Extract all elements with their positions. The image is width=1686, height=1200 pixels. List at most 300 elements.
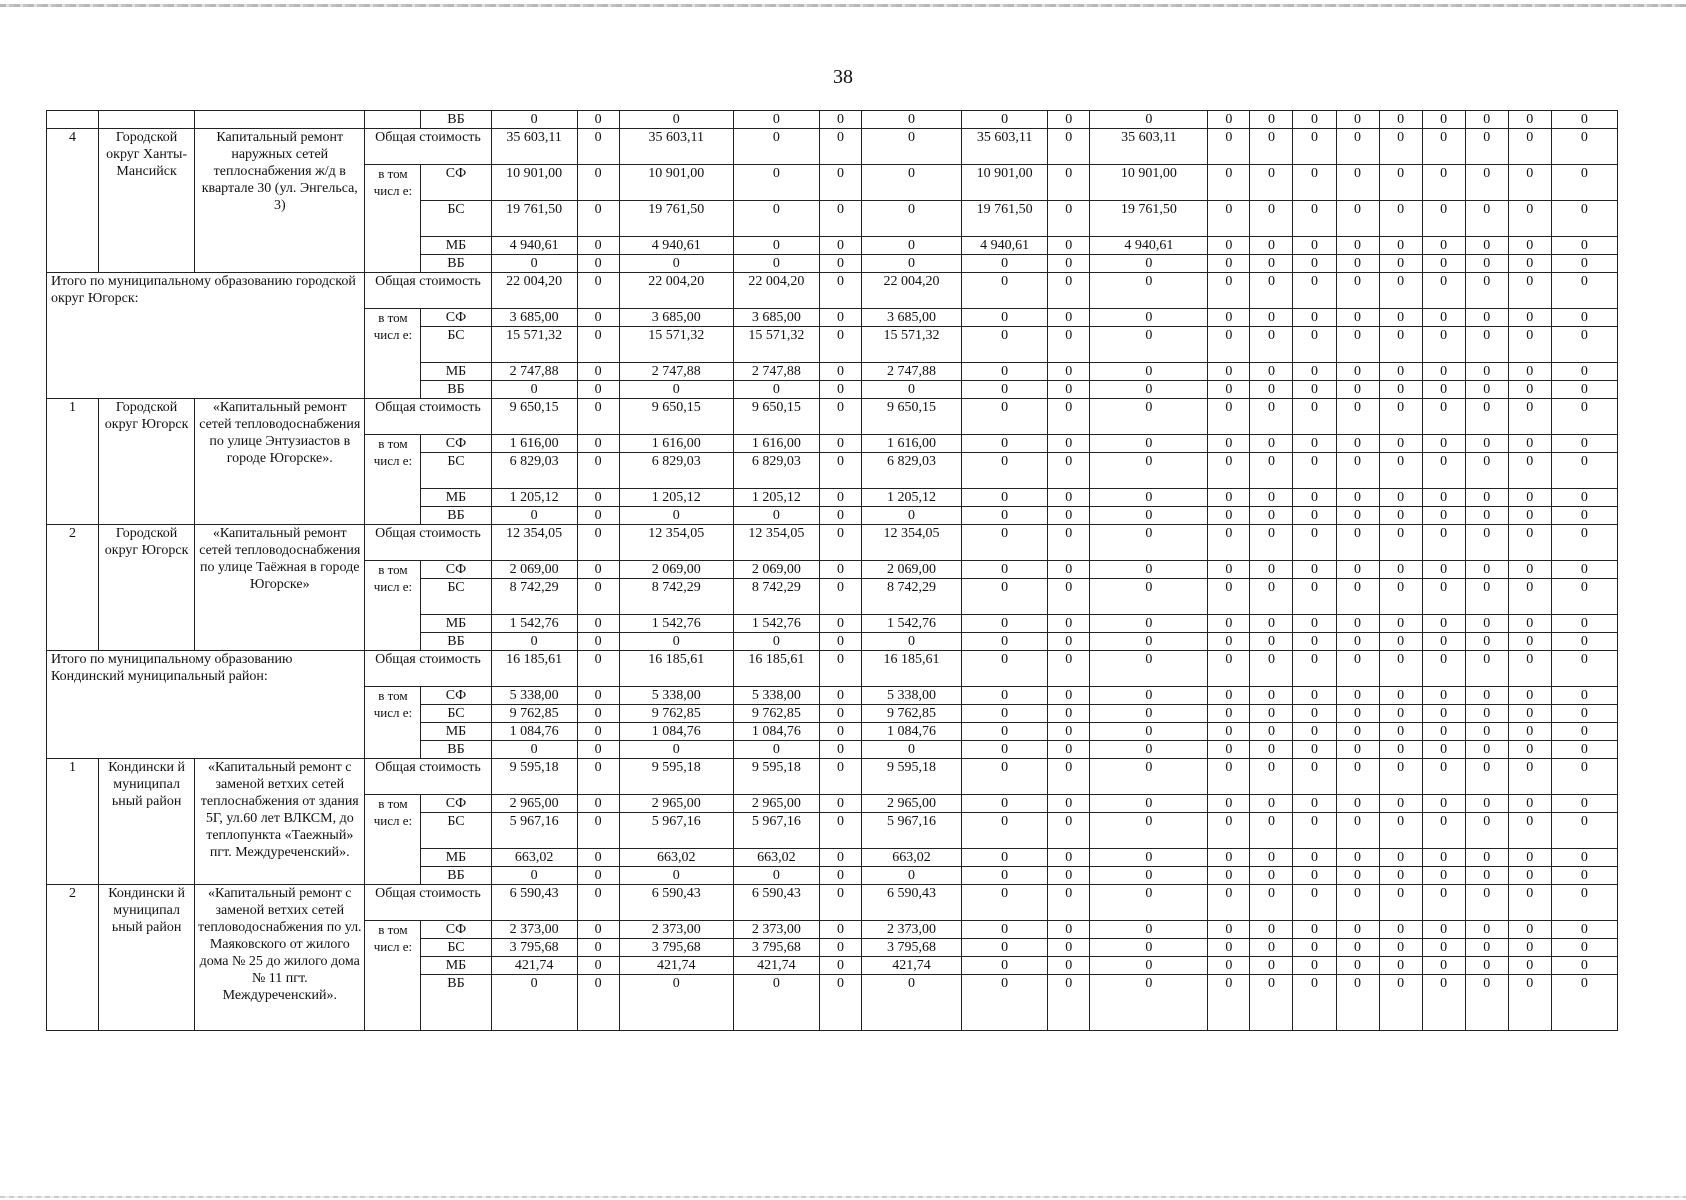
value-cell: 0 [1090,525,1208,561]
value-cell: 0 [1293,651,1336,687]
value-cell: 0 [1293,381,1336,399]
value-cell: 0 [1208,399,1250,435]
row-number: 2 [47,525,99,651]
value-cell: 0 [1293,579,1336,615]
value-cell: 0 [1422,741,1465,759]
value-cell: 6 829,03 [733,453,819,489]
value-cell: 0 [1465,579,1508,615]
value-cell: 0 [1208,273,1250,309]
value-cell: 2 069,00 [619,561,733,579]
value-cell: 0 [1293,867,1336,885]
value-cell: 0 [733,975,819,1031]
value-cell: 0 [1336,813,1379,849]
value-cell: 0 [1465,435,1508,453]
value-cell: 0 [962,633,1048,651]
value-cell: 0 [733,129,819,165]
value-cell: 0 [1379,867,1422,885]
value-cell: 0 [962,759,1048,795]
value-cell: 0 [1422,237,1465,255]
value-cell: 0 [1465,615,1508,633]
table-body [47,111,1618,1031]
value-cell: 0 [819,507,861,525]
value-cell: 0 [1048,507,1090,525]
value-cell: 0 [1208,975,1250,1031]
value-cell: 0 [1422,579,1465,615]
value-cell: 0 [1508,723,1551,741]
value-cell: 0 [1293,363,1336,381]
value-cell: 0 [1293,327,1336,363]
value-cell: 2 747,88 [733,363,819,381]
value-cell: 1 205,12 [491,489,577,507]
value-cell: 0 [1048,975,1090,1031]
value-cell: 0 [1208,939,1250,957]
value-cell: 9 650,15 [733,399,819,435]
value-cell: 0 [1048,435,1090,453]
value-cell: 0 [733,201,819,237]
value-cell: 0 [962,741,1048,759]
value-cell: 0 [1336,759,1379,795]
value-cell: 0 [577,705,619,723]
value-cell: 0 [1336,921,1379,939]
value-cell: 0 [1293,759,1336,795]
value-cell: 0 [1048,579,1090,615]
value-cell: 0 [1090,399,1208,435]
value-cell: 0 [1336,867,1379,885]
value-cell: 0 [1293,921,1336,939]
value-cell: 0 [1551,615,1617,633]
value-cell: 3 685,00 [491,309,577,327]
value-cell: 1 084,76 [733,723,819,741]
value-cell: 0 [1048,453,1090,489]
value-cell: 0 [861,237,961,255]
project-name: «Капитальный ремонт с заменой ветхих сетей теплоснабжения от здания 5Г, ул.60 лет ВЛКСМ, до теплопункта «Таежный» пгт. Междуреченский». [195,759,365,885]
value-cell: 1 616,00 [619,435,733,453]
value-cell: 0 [1336,687,1379,705]
value-cell: 0 [962,705,1048,723]
value-cell: 0 [1508,939,1551,957]
value-cell: 0 [619,507,733,525]
value-cell: 0 [1379,615,1422,633]
value-cell: 0 [577,741,619,759]
value-cell: 0 [1090,561,1208,579]
value-cell: 0 [1048,363,1090,381]
source-label: ВБ [421,111,491,129]
value-cell: 0 [1208,633,1250,651]
value-cell: 5 338,00 [861,687,961,705]
value-cell: 0 [819,381,861,399]
value-cell: 0 [1551,453,1617,489]
value-cell: 0 [819,525,861,561]
value-cell: 0 [1090,813,1208,849]
value-cell: 0 [1551,327,1617,363]
value-cell: 0 [1048,687,1090,705]
value-cell: 0 [577,813,619,849]
value-cell: 0 [1250,813,1293,849]
value-cell: 3 685,00 [619,309,733,327]
value-cell: 0 [1508,381,1551,399]
value-cell: 0 [1208,525,1250,561]
value-cell: 0 [1208,579,1250,615]
source-label: МБ [421,363,491,381]
value-cell: 0 [1048,381,1090,399]
value-cell: 1 542,76 [733,615,819,633]
value-cell: 0 [1422,165,1465,201]
value-cell: 0 [1508,309,1551,327]
value-cell: 0 [1336,795,1379,813]
value-cell: 0 [1336,363,1379,381]
value-cell: 0 [1293,633,1336,651]
value-cell: 0 [1293,507,1336,525]
value-cell: 0 [1422,759,1465,795]
value-cell: 0 [1250,921,1293,939]
value-cell: 0 [1465,381,1508,399]
value-cell: 0 [1422,201,1465,237]
source-label: БС [421,453,491,489]
value-cell: 0 [1551,309,1617,327]
value-cell: 0 [861,129,961,165]
value-cell: 8 742,29 [733,579,819,615]
value-cell: 0 [1250,795,1293,813]
value-cell: 0 [1508,957,1551,975]
value-cell: 0 [1048,237,1090,255]
project-total-row [47,399,1618,435]
value-cell: 0 [577,363,619,381]
empty-cell [47,111,99,129]
value-cell: 0 [1465,507,1508,525]
value-cell: 0 [577,849,619,867]
value-cell: 0 [962,381,1048,399]
source-label: ВБ [421,633,491,651]
value-cell: 0 [1208,255,1250,273]
value-cell: 0 [1422,453,1465,489]
value-cell: 2 965,00 [733,795,819,813]
value-cell: 0 [1508,561,1551,579]
value-cell: 2 965,00 [619,795,733,813]
value-cell: 0 [577,687,619,705]
value-cell: 0 [962,561,1048,579]
subtotal-title: Итого по муниципальному образованию Кондинский муниципальный район: [47,651,365,759]
value-cell: 0 [1508,237,1551,255]
value-cell: 0 [1250,111,1293,129]
value-cell: 22 004,20 [491,273,577,309]
row-number: 1 [47,759,99,885]
project-name: «Капитальный ремонт с заменой ветхих сетей тепловодоснабжения по ул. Маяковского от жилого дома № 25 до жилого дома № 11 пгт. Междуреченский». [195,885,365,1031]
value-cell: 0 [1422,615,1465,633]
value-cell: 10 901,00 [491,165,577,201]
value-cell: 0 [1208,957,1250,975]
value-cell: 5 338,00 [491,687,577,705]
value-cell: 0 [962,327,1048,363]
value-cell: 421,74 [491,957,577,975]
value-cell: 0 [1508,165,1551,201]
value-cell: 0 [1465,957,1508,975]
value-cell: 663,02 [619,849,733,867]
source-label: БС [421,813,491,849]
value-cell: 0 [1551,813,1617,849]
value-cell: 35 603,11 [491,129,577,165]
total-label: Общая стоимость [365,651,491,687]
value-cell: 0 [1208,867,1250,885]
value-cell: 1 616,00 [491,435,577,453]
value-cell: 0 [962,795,1048,813]
value-cell: 9 595,18 [733,759,819,795]
value-cell: 0 [1379,759,1422,795]
value-cell: 0 [1208,435,1250,453]
value-cell: 0 [577,399,619,435]
value-cell: 0 [1508,489,1551,507]
value-cell: 9 595,18 [861,759,961,795]
total-label: Общая стоимость [365,129,491,165]
value-cell: 0 [1508,885,1551,921]
value-cell: 0 [1250,885,1293,921]
value-cell: 0 [1422,975,1465,1031]
value-cell: 0 [1551,507,1617,525]
value-cell: 0 [1250,237,1293,255]
value-cell: 0 [1048,705,1090,723]
source-label: МБ [421,489,491,507]
value-cell: 0 [962,939,1048,957]
including-label: в том числ е: [365,435,421,525]
source-label: МБ [421,615,491,633]
project-name: «Капитальный ремонт сетей тепловодоснабжения по улице Энтузиастов в городе Югорске». [195,399,365,525]
value-cell: 0 [1379,309,1422,327]
value-cell: 4 940,61 [491,237,577,255]
value-cell: 0 [1048,849,1090,867]
value-cell: 0 [1336,255,1379,273]
value-cell: 6 829,03 [491,453,577,489]
value-cell: 2 747,88 [619,363,733,381]
project-total-row [47,525,1618,561]
value-cell: 0 [577,651,619,687]
value-cell: 0 [962,975,1048,1031]
value-cell: 0 [1465,327,1508,363]
value-cell: 0 [577,201,619,237]
value-cell: 663,02 [733,849,819,867]
value-cell: 0 [1422,489,1465,507]
row-number: 2 [47,885,99,1031]
value-cell: 0 [1508,813,1551,849]
value-cell: 0 [1090,687,1208,705]
including-label: в том числ е: [365,561,421,651]
value-cell: 0 [1551,399,1617,435]
value-cell: 0 [1508,327,1551,363]
value-cell: 12 354,05 [491,525,577,561]
value-cell: 0 [1551,759,1617,795]
value-cell: 9 595,18 [619,759,733,795]
source-label: МБ [421,237,491,255]
value-cell: 0 [1379,129,1422,165]
value-cell: 0 [1465,111,1508,129]
value-cell: 22 004,20 [619,273,733,309]
value-cell: 0 [1465,759,1508,795]
value-cell: 0 [1465,975,1508,1031]
value-cell: 0 [1048,489,1090,507]
value-cell: 0 [819,867,861,885]
value-cell: 0 [1422,381,1465,399]
value-cell: 0 [1250,705,1293,723]
value-cell: 0 [1090,273,1208,309]
source-label: БС [421,327,491,363]
value-cell: 0 [1422,687,1465,705]
value-cell: 0 [1508,255,1551,273]
value-cell: 0 [1551,129,1617,165]
value-cell: 0 [1465,201,1508,237]
value-cell: 0 [1048,795,1090,813]
value-cell: 9 650,15 [491,399,577,435]
value-cell: 0 [1508,525,1551,561]
value-cell: 0 [1379,273,1422,309]
value-cell: 16 185,61 [491,651,577,687]
value-cell: 0 [1551,255,1617,273]
value-cell: 0 [819,273,861,309]
value-cell: 0 [1379,849,1422,867]
value-cell: 0 [962,579,1048,615]
value-cell: 10 901,00 [619,165,733,201]
value-cell: 3 795,68 [733,939,819,957]
value-cell: 0 [1465,849,1508,867]
source-label: ВБ [421,867,491,885]
value-cell: 0 [962,813,1048,849]
value-cell: 0 [1293,111,1336,129]
value-cell: 0 [1551,111,1617,129]
value-cell: 0 [1208,723,1250,741]
value-cell: 0 [1508,795,1551,813]
value-cell: 0 [1208,849,1250,867]
value-cell: 0 [1208,309,1250,327]
value-cell: 0 [1336,885,1379,921]
value-cell: 0 [1336,381,1379,399]
value-cell: 19 761,50 [1090,201,1208,237]
value-cell: 35 603,11 [1090,129,1208,165]
value-cell: 0 [1379,561,1422,579]
value-cell: 0 [1551,273,1617,309]
value-cell: 0 [1422,111,1465,129]
value-cell: 0 [1090,489,1208,507]
value-cell: 0 [1293,687,1336,705]
value-cell: 4 940,61 [1090,237,1208,255]
value-cell: 0 [1293,741,1336,759]
value-cell: 0 [1336,399,1379,435]
value-cell: 0 [1508,975,1551,1031]
value-cell: 0 [1090,849,1208,867]
value-cell: 0 [1465,165,1508,201]
value-cell: 0 [819,201,861,237]
value-cell: 0 [962,525,1048,561]
value-cell: 2 069,00 [733,561,819,579]
scan-edge-top [0,4,1686,7]
value-cell: 0 [819,651,861,687]
value-cell: 0 [819,741,861,759]
total-label: Общая стоимость [365,885,491,921]
value-cell: 0 [1336,309,1379,327]
value-cell: 16 185,61 [619,651,733,687]
value-cell: 0 [1293,813,1336,849]
value-cell: 0 [962,507,1048,525]
value-cell: 15 571,32 [733,327,819,363]
value-cell: 12 354,05 [861,525,961,561]
value-cell: 2 069,00 [861,561,961,579]
value-cell: 0 [1250,327,1293,363]
value-cell: 2 747,88 [861,363,961,381]
value-cell: 0 [1551,579,1617,615]
value-cell: 0 [819,363,861,381]
value-cell: 0 [1293,525,1336,561]
value-cell: 0 [1250,309,1293,327]
value-cell: 0 [1465,723,1508,741]
project-name: Капитальный ремонт наружных сетей теплоснабжения ж/д в квартале 30 (ул. Энгельса, 3) [195,129,365,273]
value-cell: 0 [733,165,819,201]
value-cell: 0 [619,741,733,759]
total-label: Общая стоимость [365,273,491,309]
value-cell: 0 [1465,561,1508,579]
value-cell: 0 [1422,957,1465,975]
value-cell: 0 [1208,741,1250,759]
value-cell: 0 [1551,867,1617,885]
value-cell: 0 [577,381,619,399]
value-cell: 0 [1465,651,1508,687]
value-cell: 6 590,43 [733,885,819,921]
value-cell: 0 [1379,453,1422,489]
value-cell: 0 [1090,111,1208,129]
value-cell: 0 [1048,939,1090,957]
value-cell: 0 [1048,921,1090,939]
value-cell: 2 373,00 [619,921,733,939]
source-label: ВБ [421,255,491,273]
empty-cell [99,111,195,129]
value-cell: 0 [1508,741,1551,759]
value-cell: 0 [1336,975,1379,1031]
value-cell: 0 [861,201,961,237]
value-cell: 0 [1250,957,1293,975]
value-cell: 663,02 [861,849,961,867]
value-cell: 0 [962,399,1048,435]
value-cell: 0 [1048,867,1090,885]
value-cell: 0 [1379,723,1422,741]
value-cell: 5 967,16 [733,813,819,849]
page-number: 38 [833,66,853,88]
value-cell: 0 [1551,921,1617,939]
value-cell: 0 [1422,399,1465,435]
value-cell: 663,02 [491,849,577,867]
subtotal-total-row [47,273,1618,309]
value-cell: 0 [733,633,819,651]
value-cell: 3 795,68 [619,939,733,957]
including-label: в том числ е: [365,921,421,1031]
value-cell: 0 [819,237,861,255]
value-cell: 0 [1048,129,1090,165]
value-cell: 0 [1208,759,1250,795]
value-cell: 0 [491,975,577,1031]
value-cell: 0 [1293,885,1336,921]
value-cell: 0 [819,975,861,1031]
value-cell: 0 [733,111,819,129]
value-cell: 0 [1293,723,1336,741]
value-cell: 1 542,76 [619,615,733,633]
value-cell: 0 [1551,381,1617,399]
value-cell: 0 [1551,957,1617,975]
source-label: ВБ [421,381,491,399]
including-label: в том числ е: [365,795,421,885]
value-cell: 0 [577,165,619,201]
value-cell: 0 [1208,651,1250,687]
value-cell: 0 [491,633,577,651]
value-cell: 0 [1422,327,1465,363]
value-cell: 0 [962,309,1048,327]
value-cell: 0 [1090,723,1208,741]
value-cell: 2 965,00 [491,795,577,813]
value-cell: 0 [1508,507,1551,525]
value-cell: 0 [577,111,619,129]
